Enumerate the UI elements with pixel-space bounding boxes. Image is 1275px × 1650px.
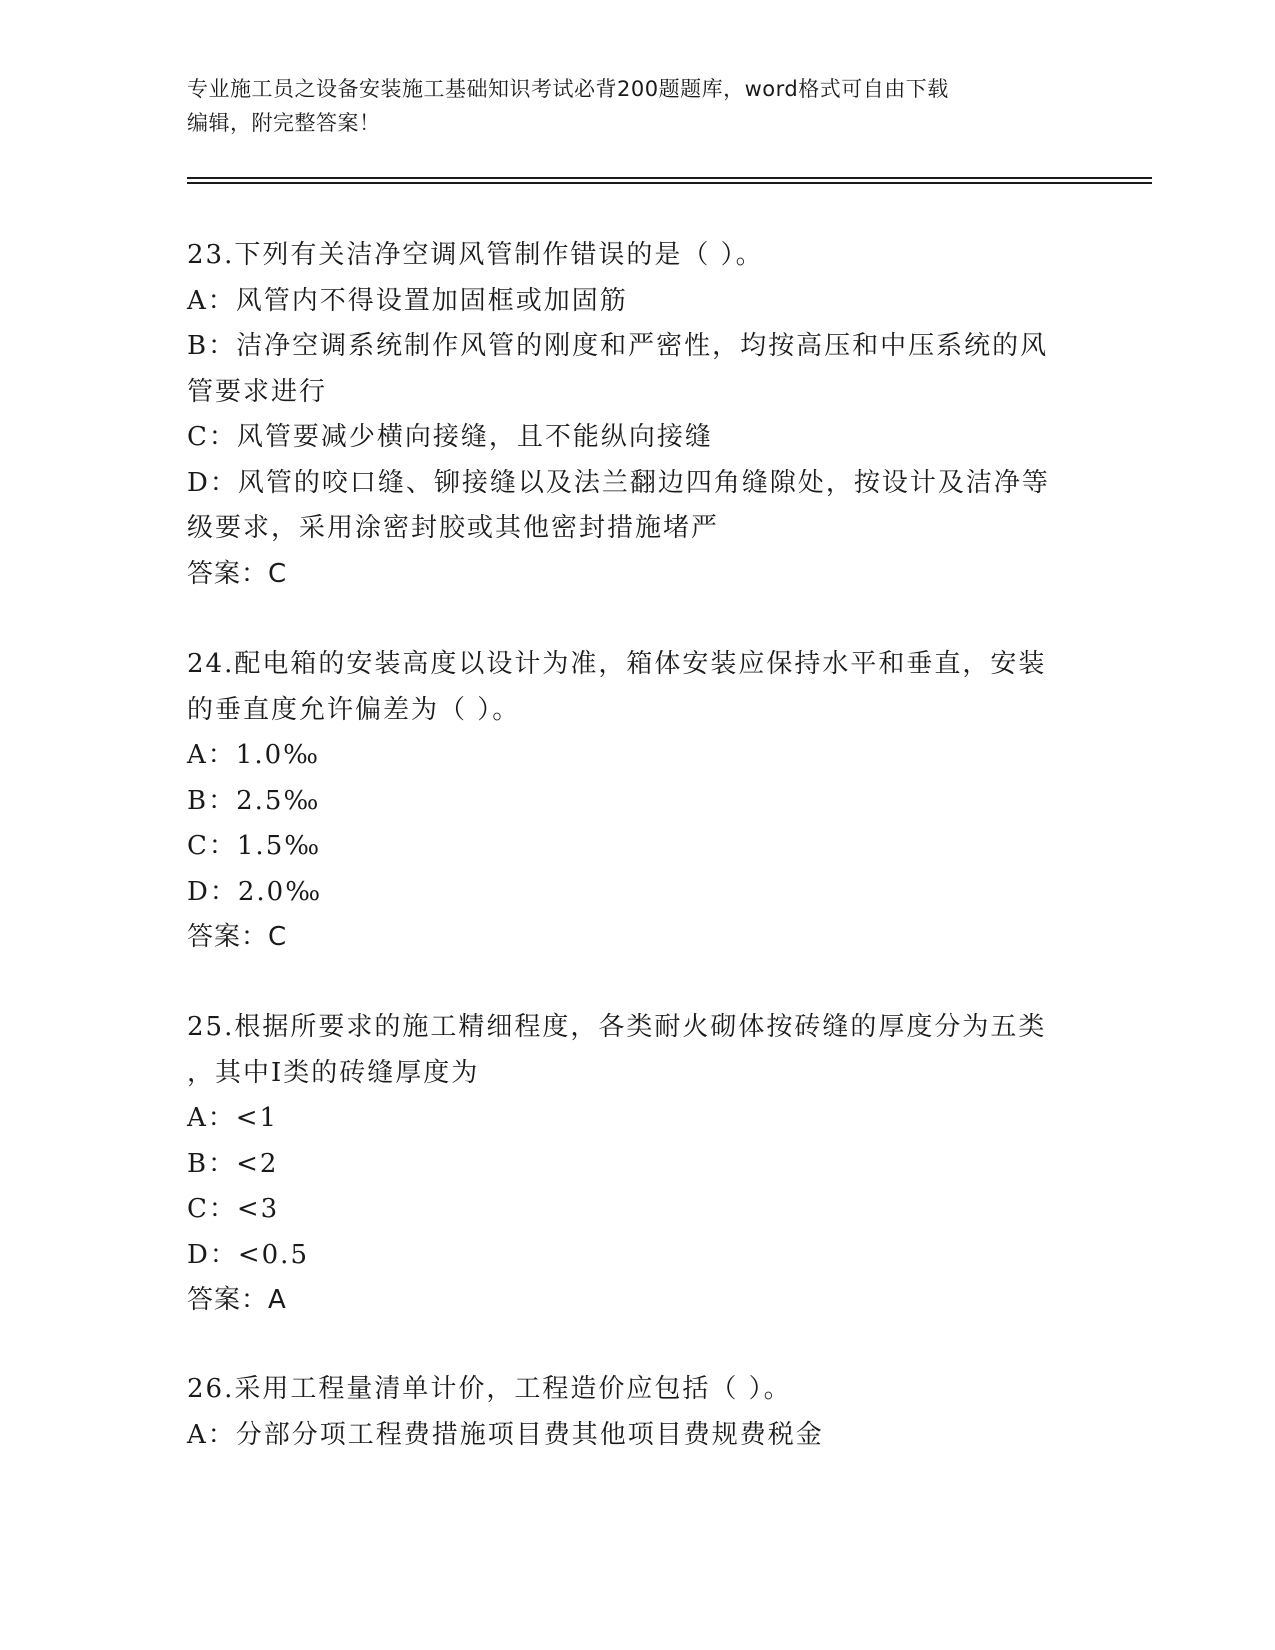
document-header <box>187 72 1067 140</box>
option-b: B：2.5‰ <box>187 785 321 816</box>
question-26 <box>187 1367 1067 1458</box>
question-24 <box>187 642 1067 961</box>
question-stem: 24.配电箱的安装高度以设计为准，箱体安装应保持水平和垂直，安装 <box>187 649 1047 679</box>
option-b-continued: 管要求进行 <box>187 376 328 407</box>
option-c: C：<3 <box>187 1194 280 1224</box>
answer-label: 答案：A <box>187 1285 287 1315</box>
option-a: A：分部分项工程费措施项目费其他项目费规费税金 <box>187 1419 824 1450</box>
option-b: B：洁净空调系统制作风管的刚度和严密性，均按高压和中压系统的风 <box>187 331 1049 361</box>
answer-label: 答案：C <box>187 922 288 952</box>
option-d: D：<0.5 <box>187 1239 309 1270</box>
question-stem-continued: ，其中Ⅰ类的砖缝厚度为 <box>187 1057 480 1088</box>
option-b: B：<2 <box>187 1148 279 1179</box>
question-stem: 25.根据所要求的施工精细程度，各类耐火砌体按砖缝的厚度分为五类 <box>187 1012 1047 1042</box>
question-25 <box>187 1005 1067 1324</box>
option-c: C：风管要减少横向接缝，且不能纵向接缝 <box>187 422 713 452</box>
header-line-2: 编辑，附完整答案！ <box>187 111 381 135</box>
option-d: D：2.0‰ <box>187 876 323 907</box>
question-stem: 23.下列有关洁净空调风管制作错误的是（ ）。 <box>187 240 764 270</box>
option-c: C：1.5‰ <box>187 831 322 861</box>
option-a: A：<1 <box>187 1103 279 1133</box>
option-a: A：1.0‰ <box>187 740 321 770</box>
question-23 <box>187 233 1067 597</box>
question-stem-continued: 的垂直度允许偏差为（ ）。 <box>187 694 521 725</box>
header-divider-top <box>187 177 1152 179</box>
header-divider-bottom <box>187 182 1152 184</box>
option-d-continued: 级要求，采用涂密封胶或其他密封措施堵严 <box>187 513 720 543</box>
option-d: D：风管的咬口缝、铆接缝以及法兰翻边四角缝隙处，按设计及洁净等 <box>187 467 1050 498</box>
option-a: A：风管内不得设置加固框或加固筋 <box>187 285 628 316</box>
answer-label: 答案：C <box>187 558 288 589</box>
question-stem: 26.采用工程量清单计价，工程造价应包括（ ）。 <box>187 1374 792 1404</box>
header-line-1: 专业施工员之设备安装施工基础知识考试必背200题题库，word格式可自由下载 <box>187 77 949 101</box>
